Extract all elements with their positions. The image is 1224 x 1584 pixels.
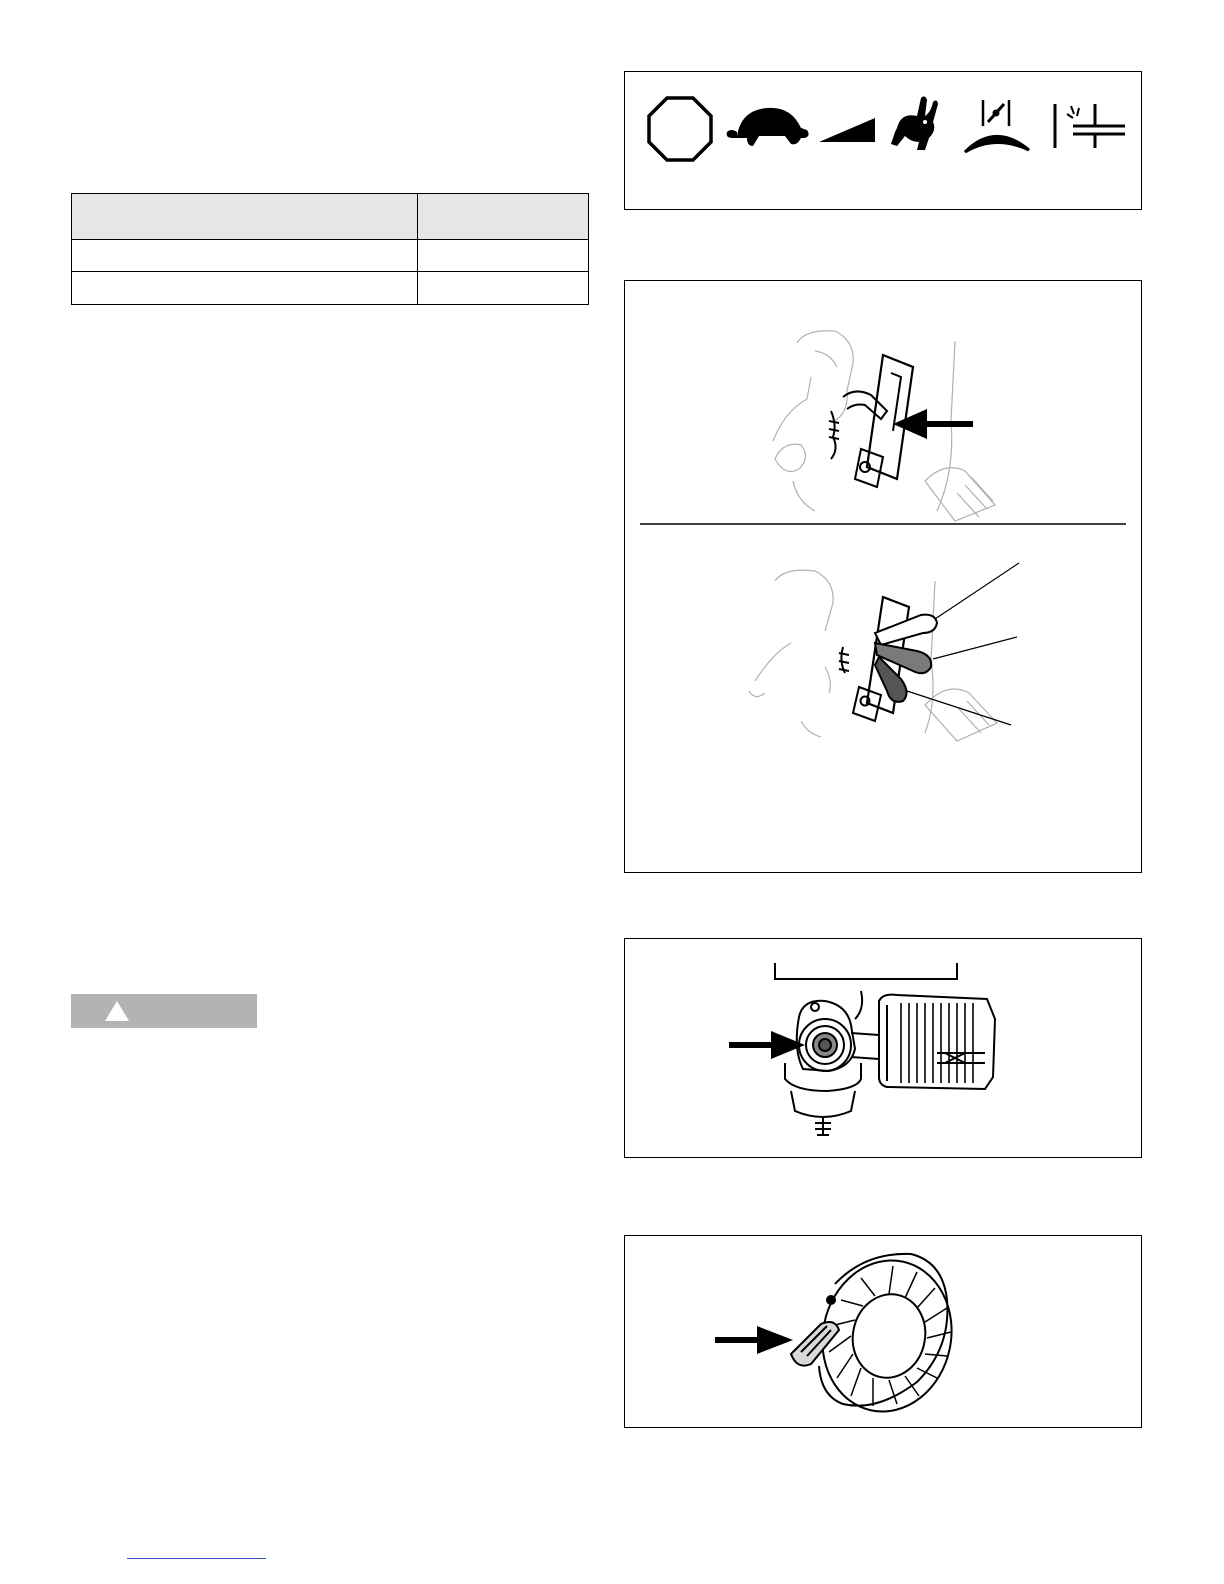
pointer-arrow-icon — [893, 409, 973, 439]
carburetor-illustration — [775, 963, 995, 1135]
table-row — [72, 239, 589, 272]
fuel-valve-icon — [1055, 104, 1125, 148]
carburetor-figure — [624, 938, 1142, 1158]
recoil-starter-figure — [624, 1235, 1142, 1428]
table-cell — [418, 272, 589, 305]
table-cell — [72, 239, 418, 272]
choke-icon — [965, 100, 1029, 152]
footer-link[interactable] — [127, 1558, 266, 1559]
warning-banner — [71, 994, 257, 1028]
table-header-cell — [418, 194, 589, 240]
throttle-lever-figure — [624, 280, 1142, 873]
throttle-wedge-icon — [819, 118, 875, 142]
table-header-row — [72, 194, 589, 240]
table-header-cell — [72, 194, 418, 240]
turtle-slow-icon — [727, 108, 809, 146]
table-row — [72, 272, 589, 305]
recoil-starter-illustration — [791, 1248, 965, 1423]
rabbit-fast-icon — [891, 96, 938, 150]
pointer-arrow-icon — [729, 1031, 805, 1059]
table-cell — [418, 239, 589, 272]
warning-triangle-icon — [104, 1000, 130, 1022]
pointer-arrow-icon — [715, 1326, 793, 1354]
stop-octagon-icon — [649, 98, 711, 160]
lever-positions-illustration — [749, 563, 1019, 741]
spec-table — [71, 193, 589, 305]
table-cell — [72, 272, 418, 305]
control-symbols-figure — [624, 71, 1142, 210]
